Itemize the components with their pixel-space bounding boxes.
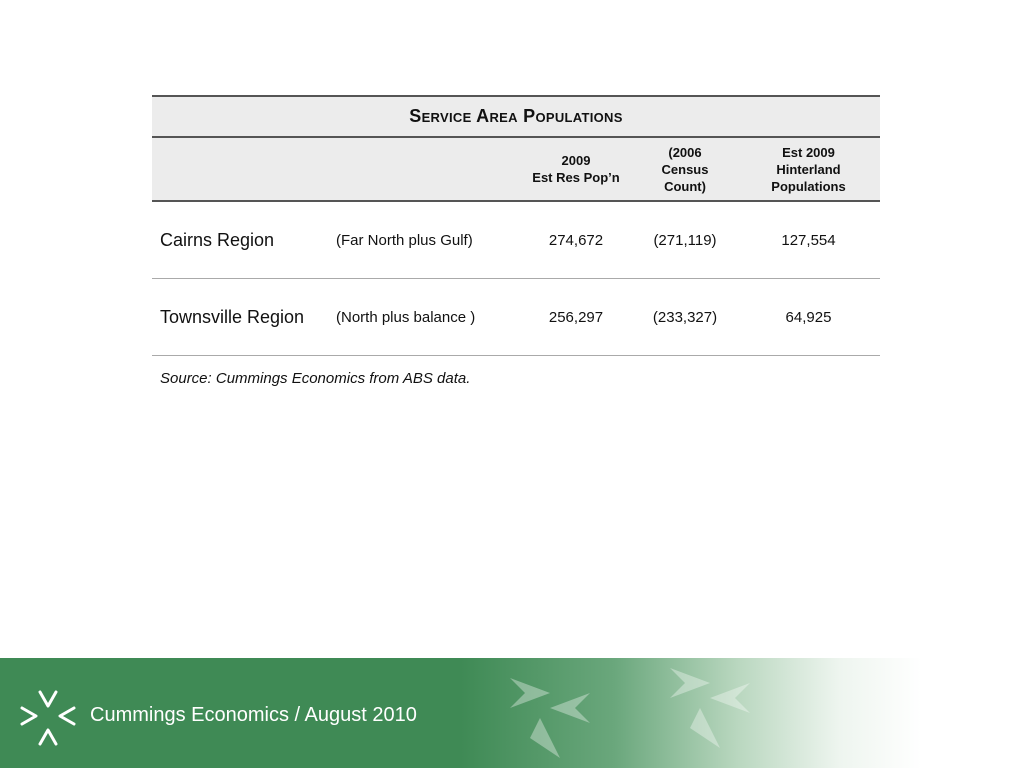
header-hinterland-line2: Hinterland (776, 161, 841, 177)
header-est-res-line1: 2009 (561, 153, 591, 168)
region-name: Townsville Region (160, 306, 305, 327)
table-row (152, 202, 880, 279)
region-name: Cairns Region (160, 229, 275, 250)
header-hinterland-line1: Est 2009 (782, 144, 835, 160)
region-description: (North plus balance ) (336, 308, 476, 326)
census-value: (271,119) (653, 231, 717, 249)
est-res-value: 256,297 (548, 308, 604, 326)
header-census-count (636, 138, 734, 200)
footer-banner (0, 658, 1024, 768)
region-description: (Far North plus Gulf) (336, 231, 473, 249)
footer-text: Cummings Economics / August 2010 (90, 704, 417, 726)
header-census-line2: Census (661, 161, 709, 177)
header-est-res-pop (521, 138, 631, 200)
service-area-table (152, 95, 880, 356)
header-census-line3: Count) (664, 178, 706, 194)
decorative-pattern (470, 658, 870, 768)
header-hinterland (752, 138, 865, 200)
header-est-res-line2: Est Res Pop’n (532, 170, 620, 185)
est-res-value: 274,672 (548, 231, 604, 249)
asterisk-chevrons-icon (18, 690, 78, 746)
header-census-line1: (2006 (668, 144, 702, 160)
census-value: (233,327) (652, 308, 718, 326)
header-hinterland-line3: Populations (771, 178, 846, 194)
table-header-row (152, 138, 880, 202)
table-row (152, 279, 880, 356)
hinterland-value: 127,554 (781, 231, 836, 249)
source-note: Source: Cummings Economics from ABS data. (160, 370, 471, 387)
hinterland-value: 64,925 (785, 308, 832, 326)
table-title: Service Area Populations (152, 95, 880, 138)
